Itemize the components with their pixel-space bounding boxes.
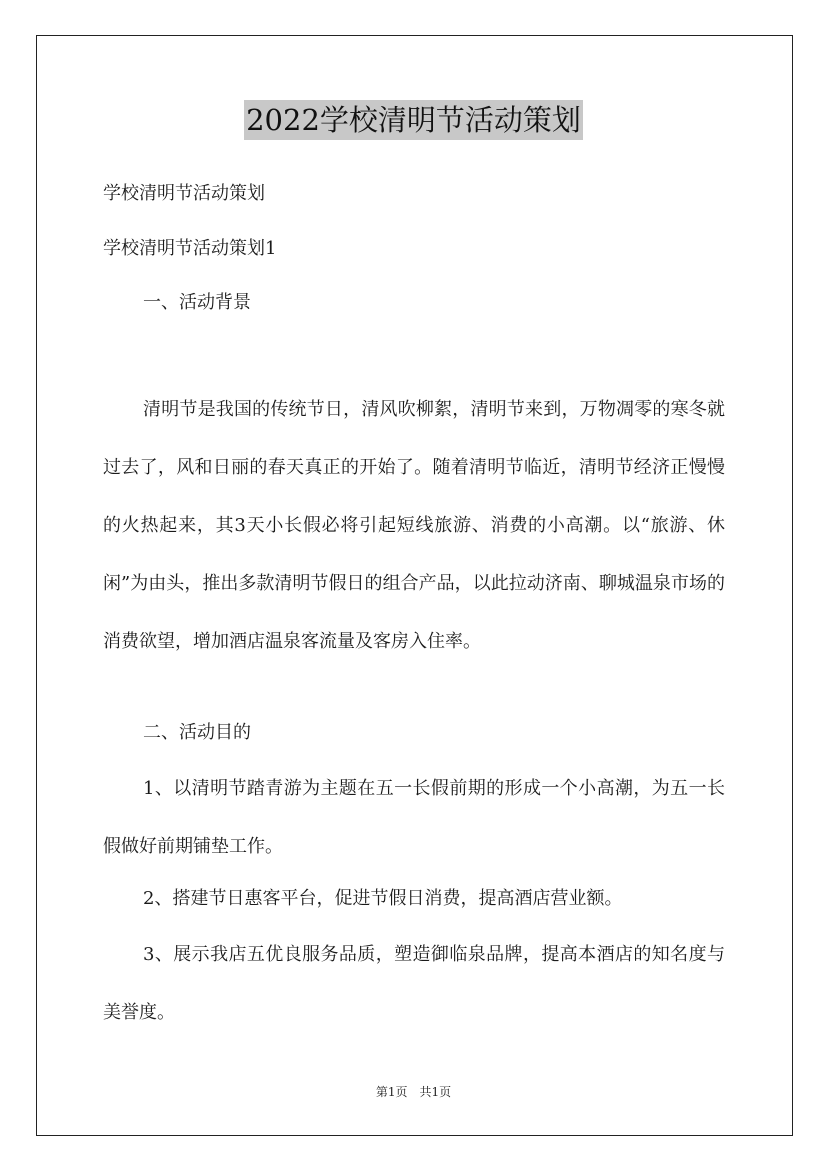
paragraph-background: 清明节是我国的传统节日，清风吹柳絮，清明节来到，万物凋零的寒冬就过去了，风和日丽的春天真正的开始了。随着清明节临近，清明节经济正慢慢的火热起来，其3天小长假必将引起短线旅游、消费的小高潮。以“旅游、休闲”为由头，推出多款清明节假日的组合产品，以此拉动济南、聊城温泉市场的消费欲望，增加酒店温泉客流量及客房入住率。 (103, 399, 725, 652)
goal-item-2: 2、搭建节日惠客平台，促进节假日消费，提高酒店营业额。 (143, 888, 623, 909)
title-container (0, 100, 827, 140)
document-title: 2022学校清明节活动策划 (244, 100, 583, 140)
subtitle-numbered: 学校清明节活动策划1 (103, 238, 277, 259)
page-number: 第1页 (375, 1085, 408, 1099)
subtitle: 学校清明节活动策划 (103, 183, 265, 204)
page-footer (0, 1083, 827, 1101)
section-heading-goals: 二、活动目的 (143, 722, 251, 743)
goal-item-3: 3、展示我店五优良服务品质，塑造御临泉品牌，提高本酒店的知名度与美誉度。 (103, 944, 725, 1023)
section-heading-background: 一、活动背景 (143, 292, 251, 313)
page-total: 共1页 (419, 1085, 452, 1099)
goal-item-1: 1、以清明节踏青游为主题在五一长假前期的形成一个小高潮，为五一长假做好前期铺垫工作。 (103, 778, 725, 857)
